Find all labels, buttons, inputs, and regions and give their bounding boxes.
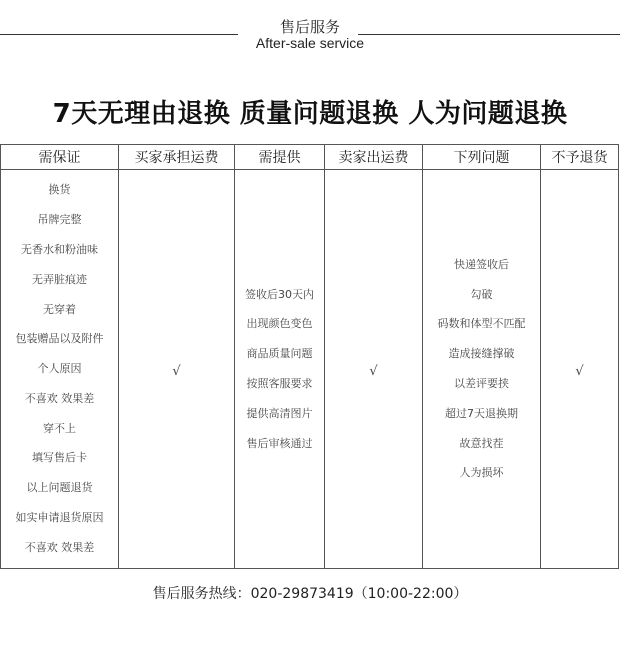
provide-cell <box>235 170 325 569</box>
provide-item: 出现颜色变色 <box>246 317 313 331</box>
provide-item: 售后审核通过 <box>246 436 313 450</box>
problem-item: 勾破 <box>470 287 493 301</box>
column-header-provide: 需提供 <box>235 145 325 170</box>
problem-item: 超过7天退换期 <box>445 406 518 420</box>
problems-cell <box>423 170 541 569</box>
header-title-cn: 售后服务 <box>279 18 340 36</box>
no-return-cell <box>541 170 619 569</box>
provide-item: 提供高清图片 <box>246 406 313 420</box>
column-header-buyer-pays: 买家承担运费 <box>119 145 235 170</box>
requirement-item: 以上问题退货 <box>26 481 93 495</box>
provide-list <box>235 280 324 459</box>
header-title-en: After-sale service <box>255 35 365 51</box>
provide-item: 按照客服要求 <box>246 377 313 390</box>
requirement-item: 吊牌完整 <box>37 213 82 227</box>
table-body-row <box>1 170 619 569</box>
column-header-no-return: 不予退货 <box>541 145 619 170</box>
provide-item: 签收后30天内 <box>245 287 314 301</box>
problem-item: 造成接缝撑破 <box>448 347 515 361</box>
requirement-item: 无穿着 <box>43 302 76 316</box>
requirement-item: 填写售后卡 <box>32 451 87 465</box>
service-hotline: 售后服务热线：020-29873419（10:00-22:00） <box>152 586 468 602</box>
requirement-item: 无弄脏痕迹 <box>32 272 87 286</box>
buyer-pays-checkmark: √ <box>172 363 181 379</box>
requirement-item: 如实申请退货原因 <box>15 511 104 525</box>
requirement-item: 不喜欢 效果差 <box>24 540 95 554</box>
table-header-row <box>1 145 619 170</box>
no-return-checkmark: √ <box>575 363 584 379</box>
problem-item: 以差评要挟 <box>454 377 509 390</box>
section-header <box>0 14 620 54</box>
requirement-item: 包装赠品以及附件 <box>15 332 104 346</box>
problem-item: 人为损坏 <box>459 466 504 480</box>
problem-item: 码数和体型不匹配 <box>437 317 526 331</box>
problems-list <box>423 250 540 488</box>
requirements-cell <box>1 170 119 569</box>
problem-item: 快递签收后 <box>454 257 509 271</box>
requirement-item: 换货 <box>48 183 71 197</box>
requirement-item: 个人原因 <box>37 362 82 376</box>
seller-pays-cell <box>325 170 423 569</box>
policy-headline: 7天无理由退换 质量问题退换 人为问题退换 <box>52 99 568 129</box>
problem-item: 故意找茬 <box>459 436 504 450</box>
column-header-requirements: 需保证 <box>1 145 119 170</box>
column-header-problems: 下列问题 <box>423 145 541 170</box>
requirement-item: 不喜欢 效果差 <box>24 391 95 405</box>
seller-pays-checkmark: √ <box>369 363 378 379</box>
requirement-item: 穿不上 <box>43 421 76 435</box>
return-policy-table <box>0 144 619 569</box>
provide-item: 商品质量问题 <box>246 347 313 361</box>
buyer-pays-cell <box>119 170 235 569</box>
column-header-seller-pays: 卖家出运费 <box>325 145 423 170</box>
requirement-item: 无香水和粉油味 <box>21 242 98 256</box>
requirements-list <box>1 175 118 562</box>
